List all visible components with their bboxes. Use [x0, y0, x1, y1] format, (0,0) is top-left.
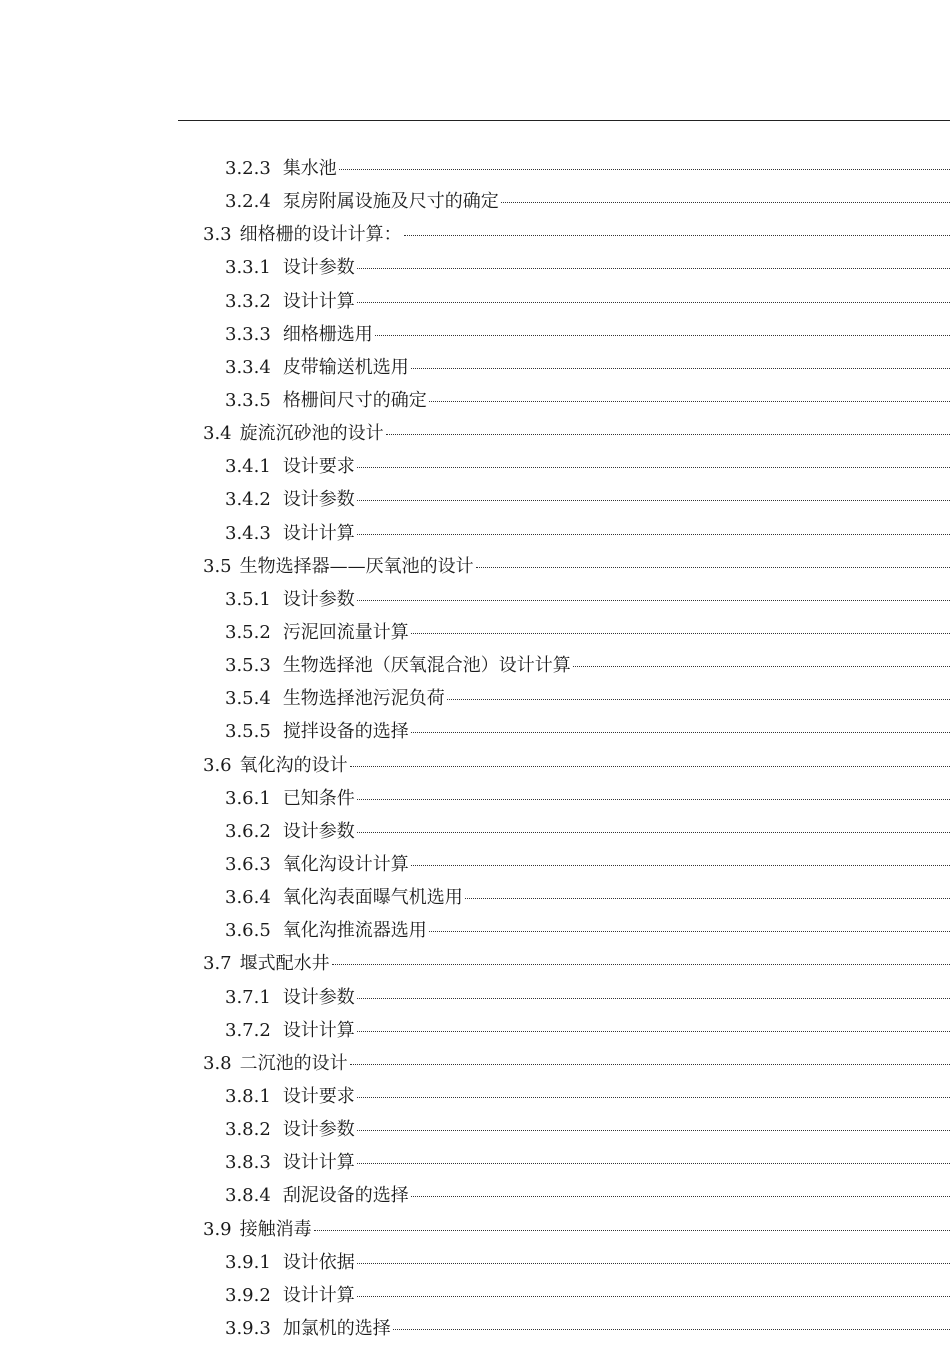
header-rule: [178, 120, 950, 121]
toc-entry-title: 旋流沉砂池的设计: [239, 423, 384, 445]
toc-dot-leader: [411, 633, 950, 634]
toc-entry-number: 3.5.1: [225, 588, 271, 610]
toc-entry-number: 3.3.1: [225, 257, 271, 279]
toc-subsection-entry[interactable]: [0, 485, 950, 518]
toc-subsection-entry[interactable]: [0, 618, 950, 651]
toc-entry-number: 3.6.3: [225, 853, 271, 875]
toc-subsection-entry[interactable]: [0, 519, 950, 552]
toc-entry-number: 3.5.5: [225, 721, 271, 743]
toc-section-entry[interactable]: [0, 949, 950, 982]
toc-entry-title: 泵房附属设施及尺寸的确定: [282, 191, 499, 213]
toc-subsection-entry[interactable]: [0, 320, 950, 353]
toc-entry-number: 3.9.1: [225, 1251, 271, 1273]
toc-entry-number: 3.3.2: [225, 290, 271, 312]
toc-subsection-entry[interactable]: [0, 717, 950, 750]
toc-subsection-entry[interactable]: [0, 817, 950, 850]
toc-dot-leader: [350, 766, 950, 767]
toc-dot-leader: [573, 666, 950, 667]
toc-dot-leader: [332, 964, 950, 965]
toc-section-entry[interactable]: [0, 419, 950, 452]
toc-subsection-entry[interactable]: [0, 154, 950, 187]
toc-subsection-entry[interactable]: [0, 287, 950, 320]
toc-entry-title: 皮带输送机选用: [282, 356, 409, 378]
toc-subsection-entry[interactable]: [0, 187, 950, 220]
toc-entry-number: 3.5: [203, 555, 232, 577]
toc-dot-leader: [357, 1097, 950, 1098]
toc-entry-number: 3.5.2: [225, 621, 271, 643]
toc-section-entry[interactable]: [0, 220, 950, 253]
toc-entry-number: 3.9: [203, 1218, 232, 1240]
toc-subsection-entry[interactable]: [0, 1248, 950, 1281]
toc-dot-leader: [375, 335, 950, 336]
toc-dot-leader: [411, 368, 950, 369]
toc-dot-leader: [429, 401, 950, 402]
toc-entry-title: 氧化沟的设计: [239, 754, 348, 776]
toc-section-entry[interactable]: [0, 751, 950, 784]
toc-dot-leader: [357, 998, 950, 999]
toc-subsection-entry[interactable]: [0, 1148, 950, 1181]
toc-entry-title: 设计计算: [282, 522, 355, 544]
toc-dot-leader: [357, 1163, 950, 1164]
toc-entry-number: 3.7: [203, 953, 232, 975]
toc-subsection-entry[interactable]: [0, 1281, 950, 1314]
toc-entry-title: 设计参数: [282, 1119, 355, 1141]
toc-entry-title: 设计计算: [282, 1284, 355, 1306]
table-of-contents: [0, 154, 950, 1347]
toc-entry-number: 3.9.2: [225, 1284, 271, 1306]
toc-entry-title: 细格栅选用: [282, 323, 373, 345]
toc-entry-number: 3.6: [203, 754, 232, 776]
toc-dot-leader: [357, 1263, 950, 1264]
toc-entry-title: 生物选择池污泥负荷: [282, 688, 445, 710]
toc-subsection-entry[interactable]: [0, 1016, 950, 1049]
toc-dot-leader: [476, 567, 950, 568]
toc-dot-leader: [357, 832, 950, 833]
toc-subsection-entry[interactable]: [0, 253, 950, 286]
toc-subsection-entry[interactable]: [0, 1314, 950, 1347]
toc-dot-leader: [350, 1064, 950, 1065]
toc-dot-leader: [411, 1196, 950, 1197]
toc-dot-leader: [357, 302, 950, 303]
toc-subsection-entry[interactable]: [0, 684, 950, 717]
toc-entry-title: 细格栅的设计计算：: [239, 224, 402, 246]
toc-dot-leader: [447, 699, 950, 700]
toc-entry-number: 3.5.3: [225, 655, 271, 677]
toc-entry-number: 3.8: [203, 1052, 232, 1074]
toc-dot-leader: [357, 534, 950, 535]
toc-dot-leader: [314, 1230, 950, 1231]
toc-entry-title: 接触消毒: [239, 1218, 312, 1240]
toc-entry-title: 格栅间尺寸的确定: [282, 389, 427, 411]
toc-entry-number: 3.4.3: [225, 522, 271, 544]
toc-dot-leader: [411, 732, 950, 733]
toc-entry-title: 设计计算: [282, 290, 355, 312]
toc-subsection-entry[interactable]: [0, 1115, 950, 1148]
toc-entry-number: 3.6.1: [225, 787, 271, 809]
toc-entry-number: 3.7.2: [225, 1019, 271, 1041]
toc-entry-title: 设计要求: [282, 1085, 355, 1107]
toc-subsection-entry[interactable]: [0, 850, 950, 883]
toc-entry-title: 搅拌设备的选择: [282, 721, 409, 743]
toc-dot-leader: [357, 1130, 950, 1131]
toc-dot-leader: [339, 169, 950, 170]
toc-subsection-entry[interactable]: [0, 916, 950, 949]
toc-entry-title: 设计依据: [282, 1251, 355, 1273]
toc-entry-title: 氧化沟表面曝气机选用: [282, 887, 463, 909]
toc-dot-leader: [357, 799, 950, 800]
toc-entry-title: 设计参数: [282, 820, 355, 842]
toc-entry-title: 设计参数: [282, 588, 355, 610]
toc-dot-leader: [357, 600, 950, 601]
toc-entry-number: 3.3.3: [225, 323, 271, 345]
toc-entry-number: 3.8.1: [225, 1085, 271, 1107]
toc-entry-title: 设计参数: [282, 489, 355, 511]
toc-entry-title: 集水池: [282, 158, 337, 179]
toc-subsection-entry[interactable]: [0, 651, 950, 684]
toc-dot-leader: [357, 1296, 950, 1297]
toc-entry-title: 污泥回流量计算: [282, 621, 409, 643]
toc-entry-title: 设计计算: [282, 1152, 355, 1174]
toc-entry-number: 3.3.5: [225, 389, 271, 411]
toc-dot-leader: [386, 434, 950, 435]
toc-section-entry[interactable]: [0, 1215, 950, 1248]
toc-entry-number: 3.8.4: [225, 1185, 271, 1207]
toc-entry-title: 生物选择器——厌氧池的设计: [239, 555, 474, 577]
toc-entry-title: 二沉池的设计: [239, 1052, 348, 1074]
toc-entry-title: 刮泥设备的选择: [282, 1185, 409, 1207]
toc-entry-title: 氧化沟推流器选用: [282, 920, 427, 942]
toc-entry-number: 3.8.3: [225, 1152, 271, 1174]
toc-dot-leader: [465, 898, 950, 899]
toc-subsection-entry[interactable]: [0, 983, 950, 1016]
toc-dot-leader: [357, 1031, 950, 1032]
toc-dot-leader: [357, 467, 950, 468]
toc-subsection-entry[interactable]: [0, 353, 950, 386]
toc-dot-leader: [411, 865, 950, 866]
toc-subsection-entry[interactable]: [0, 883, 950, 916]
toc-entry-title: 设计参数: [282, 986, 355, 1008]
toc-entry-number: 3.2.3: [225, 158, 271, 179]
toc-subsection-entry[interactable]: [0, 452, 950, 485]
toc-dot-leader: [404, 235, 950, 236]
toc-entry-number: 3.3.4: [225, 356, 271, 378]
toc-dot-leader: [429, 931, 950, 932]
toc-entry-number: 3.5.4: [225, 688, 271, 710]
toc-dot-leader: [393, 1329, 950, 1330]
toc-section-entry[interactable]: [0, 1049, 950, 1082]
toc-entry-title: 已知条件: [282, 787, 355, 809]
toc-subsection-entry[interactable]: [0, 1082, 950, 1115]
toc-entry-title: 设计计算: [282, 1019, 355, 1041]
toc-entry-number: 3.4: [203, 423, 232, 445]
toc-section-entry[interactable]: [0, 552, 950, 585]
toc-entry-number: 3.4.2: [225, 489, 271, 511]
toc-entry-number: 3.4.1: [225, 456, 271, 478]
toc-entry-title: 生物选择池（厌氧混合池）设计计算: [282, 655, 571, 677]
toc-dot-leader: [501, 202, 950, 203]
toc-entry-title: 设计要求: [282, 456, 355, 478]
toc-entry-title: 氧化沟设计计算: [282, 853, 409, 875]
toc-entry-title: 设计参数: [282, 257, 355, 279]
toc-entry-title: 堰式配水井: [239, 953, 330, 975]
toc-subsection-entry[interactable]: [0, 784, 950, 817]
toc-entry-number: 3.6.5: [225, 920, 271, 942]
toc-dot-leader: [357, 500, 950, 501]
toc-subsection-entry[interactable]: [0, 585, 950, 618]
toc-entry-number: 3.6.4: [225, 887, 271, 909]
toc-entry-number: 3.9.3: [225, 1317, 271, 1339]
toc-entry-number: 3.7.1: [225, 986, 271, 1008]
toc-entry-number: 3.8.2: [225, 1119, 271, 1141]
toc-subsection-entry[interactable]: [0, 386, 950, 419]
toc-dot-leader: [357, 268, 950, 269]
toc-entry-number: 3.2.4: [225, 191, 271, 213]
toc-entry-title: 加氯机的选择: [282, 1317, 391, 1339]
toc-entry-number: 3.3: [203, 224, 232, 246]
toc-entry-number: 3.6.2: [225, 820, 271, 842]
toc-subsection-entry[interactable]: [0, 1181, 950, 1214]
